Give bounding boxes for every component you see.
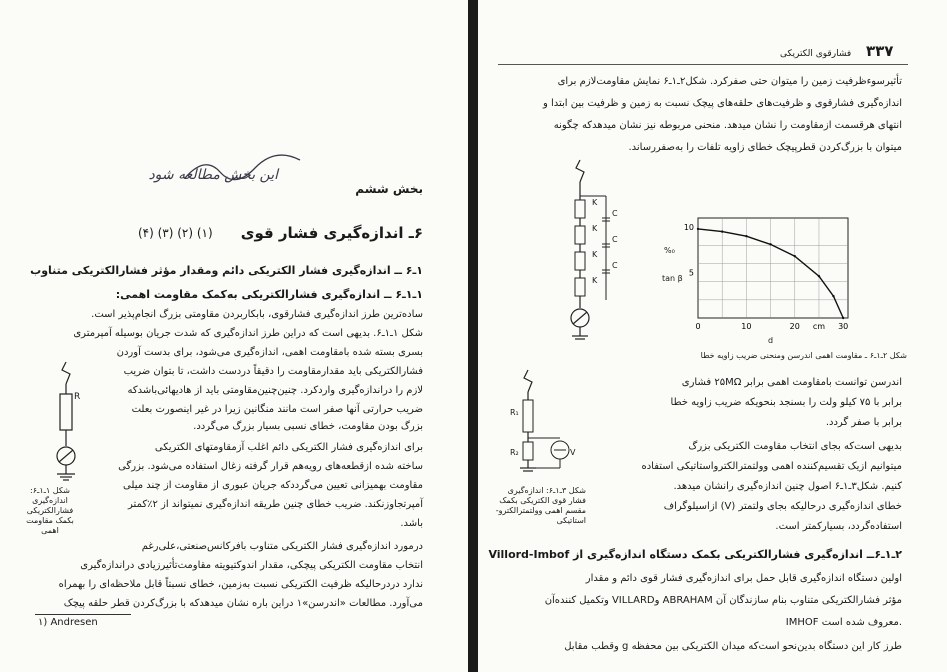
paragraph-1-line: بسری بسته شده بامقاومت اهمی، اندازه‌گیری می‌شود، برای بدست آوردن [116,347,423,358]
chapter-title: ۶ـ اندازه‌گیری فشار قوی [240,224,423,242]
c-label: C [612,261,618,270]
section-6-1-2: ۲ـ۱ـ۶ــ اندازه‌گیری فشارالکتریکی بکمک دستگاه اندازه‌گیری از Villord-Imbof [488,548,902,561]
k-label: K [592,250,598,259]
footnote-rule [35,614,131,615]
c-label: C [612,235,618,244]
handwritten-note: این بخش مطالعه شود [148,167,278,183]
x-tick-label: 20 [789,322,800,331]
header-rule [498,64,908,65]
paragraph-1-line: ساده‌ترین طرز اندازه‌گیری فشارقوی، بابکاربردن مقاومتی بزرگ انجام‌پذیر است. [91,309,423,320]
paragraph-3-line: می‌آورد. مطالعات «اندرسن»۱ دراین باره نشان میدهدکه با بزرگ‌کردن قطر حلقه پیچک [63,598,423,609]
paragraph-2-line: ساخته شده ازقطعه‌های رویه‌هم قرار گرفته زغال استفاده می‌شود. بزرگی [118,461,423,472]
k-label: K [592,198,598,207]
resistor-label: R [74,392,81,402]
paragraph-bottom-line: مؤثر فشارالکتریکی متناوب بنام سازندگان آن ABRAHAM وVILLARD وتکمیل کننده‌آن [544,595,902,606]
paragraph-top-line: تأثیرسوءظرفیت زمین را میتوان حتی صفرکرد. شکل۲ـ۱ـ۶ نمایش مقاومت‌لازم برای [557,76,902,87]
paragraph-2-line: آمپرتجاوزنکند. ضریب خطای چنین طریقه اندازه‌گیری نمیتواند از ۲٪کمتر [128,499,423,510]
footnote: ۱) Andresen [38,617,98,628]
figure-3-circuit [498,370,588,480]
left-page [0,0,468,672]
chapter-refs: (۴) (۳) (۲) (۱) [138,226,213,240]
paragraph-3-line: ندارد دردرحالیکه ظرفیت الکتریکی نسبت به‌زمین، خطای نسبتاً قابل ملاحظه‌ای را بهمراه [58,579,423,590]
figure-2-circuit [568,160,638,350]
paragraph-mid-line: استفاده‌گردد، بسیارکمتر است. [775,521,902,532]
section-6-1-1: ۱ـ۱ـ۶ ــ اندازه‌گیری فشارالکتریکی به‌کمک مقاومت اهمی: [115,288,423,301]
paragraph-1-line: ضریب حرارتی آنها صفر است مانند منگانین زیرا در غیر اینصورت بعلت [131,404,423,415]
x-axis-label: d [768,336,774,345]
right-page [478,0,947,672]
figure-3-caption-line: مقسم اهمی وولتمترالکترو- [495,506,586,515]
curve-point [818,275,820,277]
paragraph-top-line: اندازه‌گیری فشارقوی و ظرفیت‌های حلقه‌های پیچک نسبت به زمین و ظرفیت بین ابتدا و [542,98,902,109]
tan-beta-chart [683,218,858,331]
paragraph-bottom-line: IMHOF معروف شده است. [785,617,902,628]
y-unit: %₀ [664,246,675,255]
figure-1-caption-line: اندازه‌گیری [32,496,68,505]
curve-point [745,235,747,237]
k-label: K [592,224,598,233]
paragraph-2-line: مقاومت بهمیزانی تعیین می‌گرددکه جریان عبوری از مقاومت از چند میلی [123,480,423,491]
paragraph-bottom-line: اولین دستگاه اندازه‌گیری قابل حمل برای اندازه‌گیری فشار قوی دائم و مقدار [585,573,902,584]
paragraph-bottom-line: طرز کار این دستگاه بدین‌نحو است‌که میدان الکتریکی بین محفظه g وقطب مقابل [564,641,902,652]
x-tick-label: 10 [741,322,752,331]
section-6-1: ۱ـ۶ ــ اندازه‌گیری فشار الکتریکی دائم ومقدار مؤثر فشارالکتریکی متناوب [30,264,423,277]
paragraph-mid-line: کنیم. شکل۳ـ۱ـ۶ اصول چنین اندازه‌گیری رانشان میدهد. [673,481,902,492]
paragraph-1-line: بزرگ بودن مقاومت، خطای نسبی بسیار بزرگ می‌گردد. [193,421,423,432]
y-tick-label: 5 [688,268,694,278]
v-label: V [570,448,576,457]
x-tick-label: 30 [838,322,849,331]
figure-1-caption-line: شکل ۱ـ۱ـ۶: [29,486,70,495]
paragraph-1-line: فشارالکتریکی باید مقدارمقاومت را دقیقاً دردست داشت، تا بتوان ضریب [123,366,423,377]
curve-point [842,317,844,319]
paragraph-3-line: انتخاب مقاومت الکتریکی پیچکی، مقدار اندوکتیویته مقاومت‌تأثیرزیادی دراندازه‌گیری [80,560,423,571]
paragraph-mid-line: میتوانیم ازیک تقسیم‌کننده اهمی وولتمترالکترواستاتیکی استفاده [641,461,902,472]
figure-2-caption: شکل ۲ـ۱ـ۶ ـ مقاومت اهمی اندرسن ومنحنی ضریب زاویه خطا [700,351,907,360]
part-label: بخش ششم [355,182,423,196]
figure-3-caption [496,486,586,526]
paragraph-mid-line: بدیهی است‌که بجای انتخاب مقاومت الکتریکی بزرگ [688,441,902,452]
paragraph-3-line: درمورد اندازه‌گیری فشار الکتریکی متناوب بافرکانس‌صنعتی،علی‌رغم [141,541,423,552]
page-gutter [468,0,478,672]
paragraph-top-line: میتوان با بزرگ‌کردن قطرپیچک خطای زاویه تلفات را به‌صفررساند. [628,142,902,153]
paragraph-mid-line: برابر با ۷۵ کیلو ولت را بسنجد بنحویکه ضریب زاویه خطا [670,397,902,408]
paragraph-mid-line: اندرسن توانست بامقاومت اهمی برابر ۲۵MΩ فشاری [681,377,902,388]
figure-1-caption-line: فشارالکتریکی [26,506,74,515]
figure-3-caption-line: استاتیکی [556,516,586,525]
r1-label: R₁ [510,408,519,417]
figure-3-caption-line: فشار قوی الکتریکی بکمک [499,496,586,505]
paragraph-1-line: لازم را دراندازه‌گیری واردکرد. چنین‌چنین‌مقاومتی باید از هادیهائی‌باشدکه [127,385,423,396]
curve-point [769,243,771,245]
figure-1-caption-line: بکمک مقاومت [26,516,74,525]
paragraph-1-line: شکل ۱ـ۱ـ۶. بدیهی است که دراین طرز اندازه‌گیری که شدت جریان بوسیله آمپرمتری [73,328,423,339]
paragraph-2-line: باشد. [400,518,423,529]
curve-point [697,228,699,230]
figure-1-circuit [37,362,97,482]
plot-frame [698,218,848,318]
y-axis-label: tan β [662,274,683,283]
page-number: ۳۳۷ [866,42,894,60]
running-header: فشارقوی الکتریکی [780,49,852,59]
paragraph-2-line: برای اندازه‌گیری فشار الکتریکی دائم اغلب آزمقاومتهای الکتریکی [154,442,423,453]
paragraph-mid-line: برابر با صفر گردد. [825,417,902,428]
paragraph-mid-line: خطای اندازه‌گیری درحالیکه بجای ولتمتر (V) ازاسیلوگراف [663,501,902,512]
k-label: K [592,276,598,285]
figure-3-caption-line: شکل ۳ـ۱ـ۶: اندازه‌گیری [507,486,586,495]
x-tick-label: cm [812,322,826,331]
paragraph-top-line: انتهای هرقسمت ازمقاومت را نشان میدهد. منحنی مربوطه نیز نشان میدهدکه چگونه [553,120,902,131]
x-tick-label: 0 [695,322,701,331]
curve-point [721,230,723,232]
figure-1-caption-line: اهمی [41,526,59,535]
r2-label: R₂ [510,448,519,457]
curve-point [832,295,834,297]
figure-1-caption [20,486,80,536]
c-label: C [612,209,618,218]
curve-point [794,255,796,257]
y-tick-label: 10 [683,223,694,233]
